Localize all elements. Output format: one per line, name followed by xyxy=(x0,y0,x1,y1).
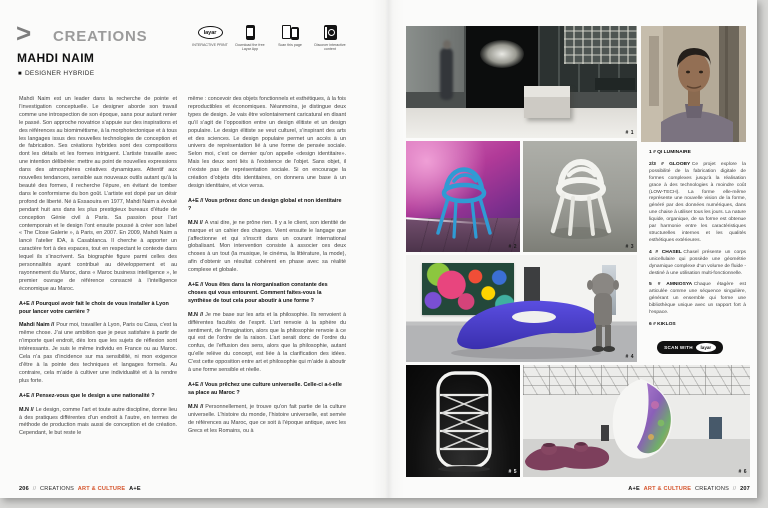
white-chair-illustration xyxy=(523,141,637,252)
caption-item: 4 # CHASEL Chasel présente un corps unicellulaire qui possède une géométrie dynamique complexe d’un volume de fluide - destiné à une utilisation multi-fonctionnelle. xyxy=(649,249,747,276)
footer-category: ART & CULTURE xyxy=(643,486,692,492)
dark-bench xyxy=(595,78,635,90)
caption-label: 6 # KIKLOS xyxy=(649,321,676,327)
photo-number-label: # 1 xyxy=(625,130,634,136)
intro-paragraph: Mahdi Naim est un leader dans la recherche de pointe et l’investigation conceptuelle. Le designer aborde son travail comme une introspection de son époque, sans pour autant renier le passé. Son approche novatrice s’appuie sur des inspirations et des références au biomimétisme, à la morphotectonique et à tous les langages issus des nouvelles technologies de conception et de fabrication. Ses créations hybrides sont des compositions dont les détails et les formes intriguent. L’artiste travaille avec une intention délibérée: mettre au point de nouvelles expressions dans des atmosphères créatives dynamiques. Attentif aux nouvelles tendances, sensible aux nouveaux outils autant qu’à la beauté des formes, il recherche l’épure, en évitant de tomber dans le conformisme du bon goût. L’artiste est dopé par un désir profond de liberté. Né à Essaouira en 1977, Mahdi Naim a évolué pendant huit ans dans les plus prestigieux bureaux d’étude de conception Génie civil à Paris. Sa passion pour l’art contemporain et le design l’ont ensuite poussé à créer son label « The Close Galerie », à Paris, en 2007. En 2009, Mahdi Naim a lancé l’atelier IDA, à Casablanca. Il cherche à apporter un caractère fort à des espaces, tout en respectant le contexte dans lequel ils s’inscrivent. Sa biographie figure parmi celles des personnalités ayant contribué au développement et au rayonnement du Maroc, dans « Maroc business intelligence », le premier ouvrage de référence consacré à l’intelligence économique au Maroc. xyxy=(19,96,177,292)
designer-subtitle xyxy=(18,70,94,77)
footer-section: CREATIONS xyxy=(39,486,75,492)
bullet-square-icon: ■ xyxy=(18,71,22,77)
interview-answer: M.N // Je me base sur les arts et la philosophie. Ils renvoient à différentes facultés de l’esprit. L’art renvoie à la sphère du sentiment, de l’imagination, alors que la philosophie renvoie à ce qui est de l’ordre de la raison. L’art serait donc de l’ordre du confus, de l’effusion des sens, alors que la philosophie, autant qu’elle relève du concept, est liée à la clarification des idées. C’est cette opposition entre art et philosophie qui m’aide à aboutir à une forme sensible et réelle. xyxy=(188,311,346,374)
interview-question: A+E // Vous prêchez une culture universelle. Celle-ci a-t-elle sa place au Maroc ? xyxy=(188,382,342,396)
photo-glooby-chair-white xyxy=(523,141,637,252)
section-title: CREATIONS xyxy=(53,28,148,45)
purple-sofa-illustration xyxy=(406,255,637,362)
caption-item: 5 # AMNIOSYA Chaque étagère est articulée comme une séquence singulière, générant un ensemble qui forme une bibliothèque unique avec un rapport fort à l’espace. xyxy=(649,282,746,316)
photo-number-label: # 3 xyxy=(625,244,634,250)
speaker-name: M.N // xyxy=(188,219,203,226)
interview-question: A+E // Vous prônez donc un design global et non identitaire ? xyxy=(188,197,342,212)
caption-label: 5 # AMNIOSYA xyxy=(649,282,693,288)
body-paragraph: même : concevoir des objets fonctionnels et esthétiques, à la fois reproductibles et économiques. Néanmoins, je distingue deux types de design. Je vais être volontairement caricatural en disant qu’il s’agit de l’opposition entre un design élitiste et un design populaire. Le design élitiste se veut culturel, s’inspirant des arts et des sciences. Le design populaire permet un accès à un univers de représentation lié à une forme de pensée sociale. Selon moi, c’est ce dernier qu’on appelle «design identitaire». Mais les deux sont liés à l’existence de l’objet. Sans objet, il n’existe pas de représentation sociale. Si on encourage la création d’objets dits identitaires, on donnera une base à un design identitaire, et vice versa. xyxy=(188,96,346,189)
photo-amniosya-shelf xyxy=(406,365,520,477)
footer-left xyxy=(19,486,141,492)
speaker-name: M.N // xyxy=(19,406,34,413)
layar-download-app[interactable] xyxy=(232,24,268,52)
interview-question: A+E // Vous êtes dans la réorganisation constante des choses qui vous entourent. Comment faites-vous la synthèse de tout cela pour aboutir à une forme ? xyxy=(188,282,328,304)
layar-toolbar xyxy=(192,24,348,52)
article-column-1 xyxy=(19,96,177,438)
chevron-icon: > xyxy=(16,18,32,48)
layar-logo-icon: layar xyxy=(198,26,223,39)
footer-brand: A+E xyxy=(129,486,141,492)
lattice-shelf-illustration xyxy=(406,365,520,477)
caption-label: 1 # QI LUMINAIRE xyxy=(649,150,691,155)
layar-label: INTERACTIVE PRINT xyxy=(192,43,228,47)
facade-lattice xyxy=(564,26,637,64)
photo-number-label: # 4 xyxy=(625,354,634,360)
white-cube-bench xyxy=(524,86,570,118)
scan-with-text: SCAN WITH xyxy=(664,345,693,350)
speaker-name: M.N // xyxy=(188,403,204,410)
layar-label: Discover interactive content xyxy=(314,43,346,52)
footer-separator: // xyxy=(732,486,737,492)
gallery-floor xyxy=(406,108,637,138)
footer-category: ART & CULTURE xyxy=(77,486,126,492)
gallery-wall xyxy=(406,26,464,92)
caption-label: 4 # CHASEL xyxy=(649,249,682,255)
layar-label: Download the free Layar App xyxy=(235,43,265,52)
caption-item xyxy=(649,322,746,329)
person-head xyxy=(443,40,451,49)
interview-question: A+E // Pourquoi avoir fait le choix de vous installer à Lyon pour lancer votre carrière ? xyxy=(19,300,169,315)
interview-answer: Mahdi Naim // Pour moi, travailler à Lyon, Paris ou Casa, c’est la même chose. J’ai une ambition que je peux satisfaire à partir de n’importe quel endroit, dès lors que les sujets de réflexion sont intéressants. Je suis le même individu en France ou au Maroc. Cela n’a pas d’incidence sur ma sensibilité, ni mon exigence d’être à la pointe des techniques et langages formels. Au contraire, cela m’aide à cultiver une individualité et à la rendre plus forte. xyxy=(19,322,177,384)
photo-number-label: # 6 xyxy=(738,469,747,475)
walking-person-silhouette xyxy=(440,48,453,100)
photo-chasel-sofa-gallery xyxy=(406,255,637,362)
scan-page-icon xyxy=(282,25,299,40)
speaker-name: Mahdi Naim // xyxy=(19,322,55,329)
interview-answer: M.N // A vrai dire, je ne prône rien. Il y a le client, son identité de marque et un cahier des charges. Vient ensuite le langage que j’affectionne et qui s’inscrit dans un courant international globalisant. Mon intervention consiste à associer ces deux choses à un tout (la musique, le cinéma, la littérature, la mode), afin d’obtenir un résultat cohérent en phase avec sa réalité complexe et globale. xyxy=(188,219,347,274)
luminaire-glow xyxy=(480,40,524,68)
caption-label: 2/3 # GLOOBY xyxy=(649,161,691,167)
footer-brand: A+E xyxy=(628,486,640,492)
portrait-illustration xyxy=(641,26,746,142)
leaf-sculpture-illustration xyxy=(523,365,750,477)
page-number: 206 xyxy=(19,486,29,492)
phone-icon xyxy=(246,25,255,40)
layar-scan-page[interactable] xyxy=(272,24,308,52)
layar-label: Scan this page xyxy=(278,43,302,47)
page-number: 207 xyxy=(740,486,750,492)
photo-kiklos-installation xyxy=(523,365,750,477)
photo-number-label: # 2 xyxy=(508,244,517,250)
photo-qi-luminaire-gallery xyxy=(406,26,637,138)
caption-column xyxy=(649,150,746,334)
layar-interactive-print[interactable] xyxy=(192,24,228,52)
layar-logo-icon: layar xyxy=(696,343,716,352)
footer-right xyxy=(628,486,750,492)
layar-discover-content[interactable] xyxy=(312,24,348,52)
footer-separator: // xyxy=(32,486,37,492)
photo-portrait-mahdi-naim xyxy=(641,26,746,142)
designer-name-title: MAHDI NAIM xyxy=(17,51,95,65)
interview-question: A+E // Pensez-vous que le design a une nationalité ? xyxy=(19,392,155,399)
article-column-2 xyxy=(188,96,346,435)
scan-with-layar-badge[interactable] xyxy=(657,341,723,354)
interview-answer: M.N // Le design, comme l’art et toute autre discipline, donne lieu à des pratiques différentes d’un endroit à l’autre, en termes de méthode de production mais aussi de conception et de création. Cependant, le but reste le xyxy=(19,406,177,437)
caption-item: 2/3 # GLOOBY Ce projet explore la possibilité de la fabrication digitale de formes complexes jusqu’à la réalisation grace à des technologies à moindre coût (LOW-TECH). La forme elle-même représente une nouvelle vision de la forme, généré par des données numériques, dans une chaise à utiliser tous les jours. La nature liquide, organique, de sa forme est obtenue par harmonie entre les caractéristiques structurelles internes et les qualités esthétiques extérieures. xyxy=(649,161,746,243)
interview-answer: M.N // Personnellement, je trouve qu’on fait partie de la culture universelle. L’histoire du monde, l’histoire universelle, est semée de références au Maroc, que ce soit à l’époque antique, avec les Grecs et les Romains, ou à xyxy=(188,403,346,434)
caption-item xyxy=(649,150,746,157)
photo-glooby-chair-blue xyxy=(406,141,520,252)
blue-chair-illustration xyxy=(406,141,520,252)
photo-number-label: # 5 xyxy=(508,469,517,475)
footer-section: CREATIONS xyxy=(694,486,730,492)
discover-content-icon xyxy=(324,25,337,40)
subtitle-text: DESIGNER HYBRIDE xyxy=(24,70,95,77)
speaker-name: M.N // xyxy=(188,311,204,318)
page-gutter xyxy=(372,0,404,498)
